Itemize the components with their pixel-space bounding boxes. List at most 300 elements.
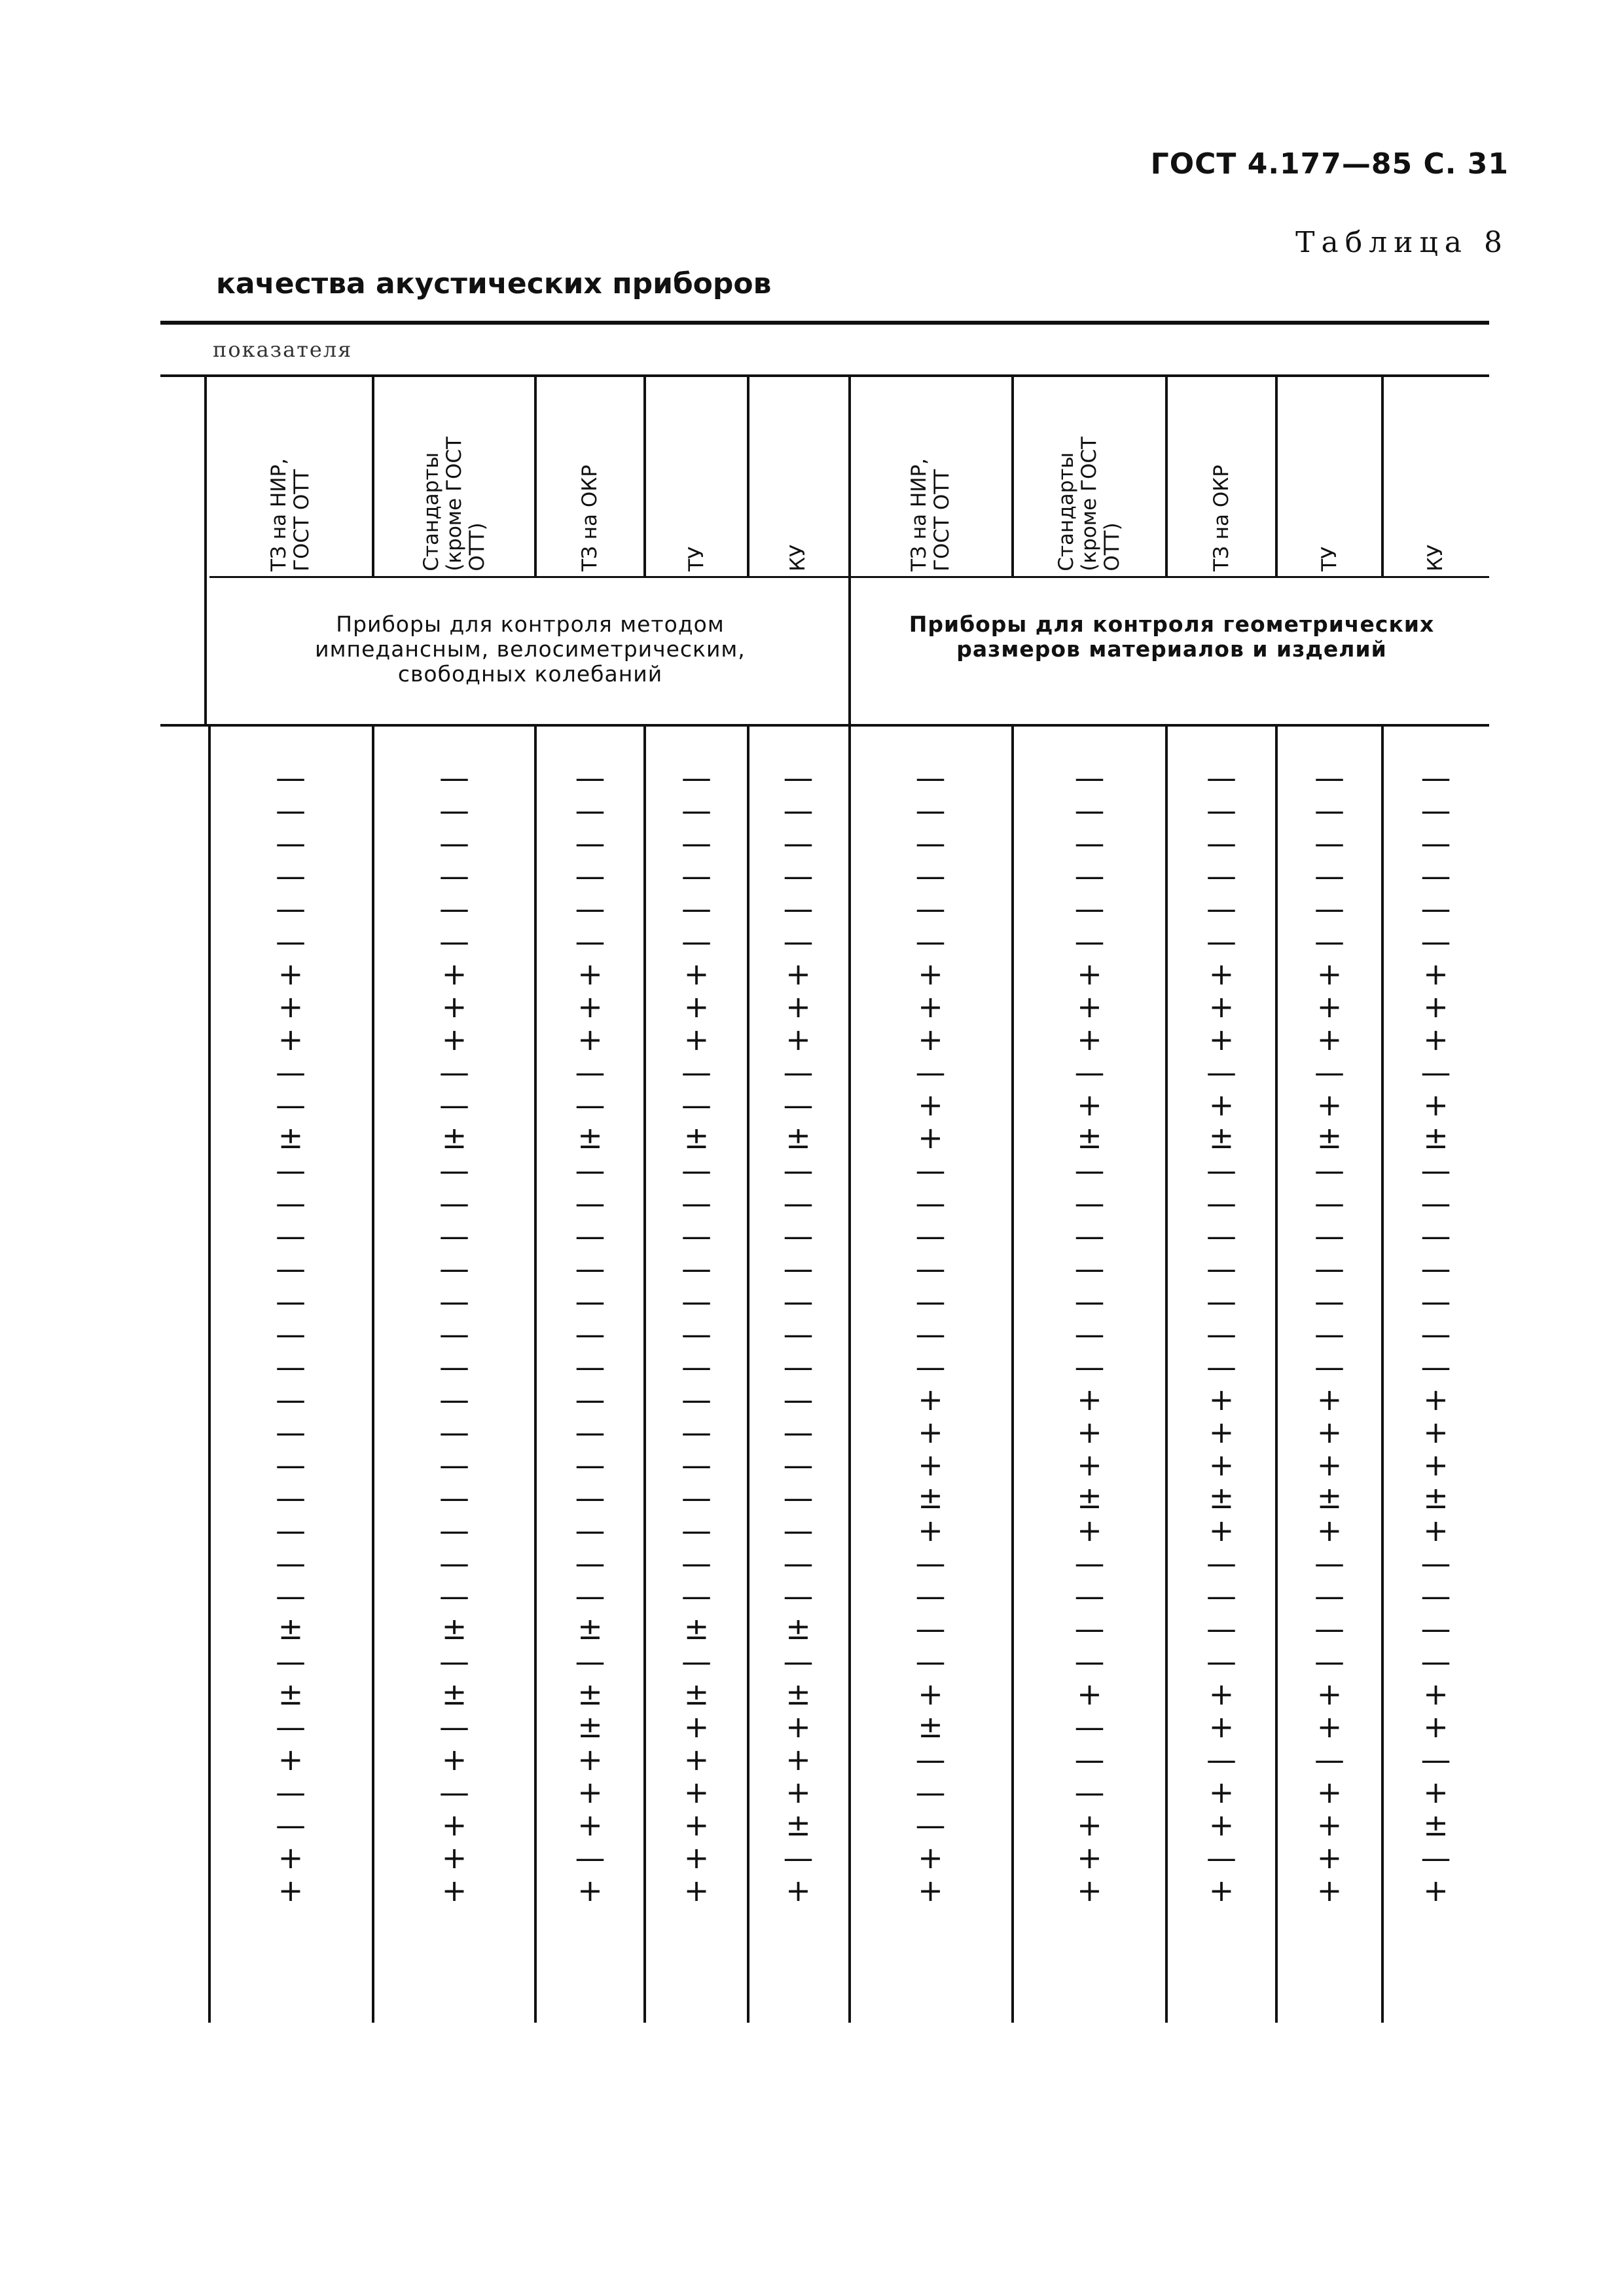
mark-cell: + [1208, 1382, 1235, 1417]
mark-cell: — [915, 924, 946, 959]
mark-cell: — [575, 1153, 605, 1188]
mark-cell: — [276, 891, 306, 926]
mark-cell: — [439, 1382, 469, 1417]
mark-cell: — [1314, 1316, 1344, 1352]
mark-cell: — [276, 1415, 306, 1450]
mark-cell: + [1077, 1447, 1102, 1483]
mark-cell: ± [577, 1120, 603, 1155]
mark-cell: ± [441, 1611, 467, 1646]
mark-cell: — [1206, 924, 1236, 959]
mark-cell: — [575, 1415, 605, 1450]
column-header-label: ТЗ на НИР, ГОСТ ОТТ [907, 458, 954, 571]
mark-cell: — [439, 891, 469, 926]
mark-cell: — [915, 1153, 946, 1188]
mark-cell: + [785, 1022, 811, 1057]
mark-cell: — [783, 1447, 814, 1483]
mark-cell: — [1074, 1775, 1105, 1810]
mark-cell: — [915, 1742, 946, 1777]
mark-cell: + [1316, 1676, 1343, 1712]
mark-cell: + [918, 1087, 943, 1123]
mark-cell: — [439, 760, 469, 795]
column-divider [372, 727, 374, 2023]
mark-cell: — [681, 1153, 712, 1188]
mark-cell: — [1420, 1055, 1451, 1090]
mark-cell: — [783, 1185, 814, 1221]
mark-cell: + [1077, 1807, 1102, 1843]
mark-cell: + [441, 1022, 467, 1057]
mark-cell: + [1208, 1513, 1235, 1548]
mark-cell: — [1420, 760, 1451, 795]
mark-cell: — [439, 793, 469, 828]
mark-cell: + [785, 989, 811, 1024]
mark-cell: — [681, 1349, 712, 1384]
mark-cell: — [915, 760, 946, 795]
mark-cell: ± [918, 1480, 943, 1515]
mark-cell: + [577, 1775, 603, 1810]
mark-cell: — [1206, 1284, 1236, 1319]
column-divider [747, 727, 749, 2023]
mark-cell: — [276, 1578, 306, 1614]
mark-cell: — [1314, 1055, 1344, 1090]
mark-cell: — [1206, 1153, 1236, 1188]
mark-cell: — [783, 1055, 814, 1090]
mark-cell: — [1420, 1742, 1451, 1777]
group-head-geometric: Приборы для контроля геометрических размеров материалов и изделий [909, 611, 1435, 662]
mark-cell: — [276, 858, 306, 894]
rule-under-indicator [160, 374, 1489, 377]
mark-cell: — [1206, 1055, 1236, 1090]
mark-cell: + [1316, 1415, 1343, 1450]
mark-cell: — [1314, 1611, 1344, 1646]
mark-cell: — [439, 1447, 469, 1483]
group-head-impedance: Приборы для контроля методом импедансным, велосиметрическим, свободных колебаний [315, 611, 746, 687]
mark-cell: — [575, 760, 605, 795]
mark-cell: — [783, 1578, 814, 1614]
column-header-label: ТЗ на ОКР [1209, 465, 1233, 571]
mark-cell: — [439, 1415, 469, 1450]
column-divider [534, 727, 537, 2023]
mark-cell: — [681, 1316, 712, 1352]
mark-cell: — [575, 1480, 605, 1515]
mark-cell: — [439, 1055, 469, 1090]
mark-cell: + [1208, 1415, 1235, 1450]
mark-cell: + [1316, 1022, 1343, 1057]
mark-cell: — [681, 1480, 712, 1515]
mark-cell: + [918, 1120, 943, 1155]
mark-cell: — [915, 858, 946, 894]
mark-cell: — [783, 1251, 814, 1286]
mark-cell: — [1314, 1742, 1344, 1777]
mark-cell: — [783, 1316, 814, 1352]
mark-cell: — [1074, 1611, 1105, 1646]
mark-cell: + [918, 1415, 943, 1450]
mark-cell: ± [278, 1120, 304, 1155]
mark-cell: — [276, 924, 306, 959]
mark-cell: — [1074, 1218, 1105, 1254]
mark-cell: + [278, 1840, 304, 1875]
mark-cell: + [1423, 1513, 1449, 1548]
left-border-body [208, 727, 211, 2023]
mark-cell: — [681, 1382, 712, 1417]
mark-cell: — [783, 1415, 814, 1450]
mark-cell: — [276, 1218, 306, 1254]
mark-cell: — [1206, 760, 1236, 795]
table-label: Таблица 8 [1295, 226, 1509, 259]
mark-cell: — [1314, 825, 1344, 861]
mark-cell: — [915, 1807, 946, 1843]
mark-cell: + [785, 1709, 811, 1744]
mark-cell: + [1423, 1415, 1449, 1450]
mark-cell: — [783, 1480, 814, 1515]
mark-cell: — [1314, 1153, 1344, 1188]
column-header-label: ТЗ на НИР, ГОСТ ОТТ [267, 458, 314, 571]
column-divider [1165, 727, 1168, 2023]
mark-cell: ± [785, 1676, 811, 1712]
mark-cell: — [1314, 793, 1344, 828]
mark-cell: — [575, 1545, 605, 1581]
mark-cell: — [575, 1055, 605, 1090]
mark-cell: — [276, 1087, 306, 1123]
mark-cell: + [1423, 1775, 1449, 1810]
mark-cell: — [575, 1349, 605, 1384]
mark-cell: — [439, 1087, 469, 1123]
mark-cell: — [1314, 858, 1344, 894]
mark-cell: — [1206, 1316, 1236, 1352]
mark-cell: — [276, 1055, 306, 1090]
mark-cell: — [575, 1382, 605, 1417]
mark-cell: — [276, 1447, 306, 1483]
mark-cell: + [918, 1840, 943, 1875]
mark-cell: — [915, 1251, 946, 1286]
mark-cell: — [783, 924, 814, 959]
mark-cell: — [439, 1709, 469, 1744]
mark-cell: + [785, 956, 811, 992]
mark-cell: — [276, 1513, 306, 1548]
mark-cell: + [1316, 1382, 1343, 1417]
column-divider [1275, 727, 1278, 2023]
mark-cell: — [1420, 891, 1451, 926]
mark-cell: + [1208, 1447, 1235, 1483]
mark-cell: + [1423, 1873, 1449, 1908]
mark-cell: + [918, 1022, 943, 1057]
mark-cell: ± [577, 1709, 603, 1744]
mark-cell: — [915, 1644, 946, 1679]
mark-cell: — [1074, 1055, 1105, 1090]
mark-cell: — [276, 1251, 306, 1286]
mark-cell: + [1316, 1513, 1343, 1548]
mark-cell: + [1077, 1382, 1102, 1417]
column-header [208, 385, 373, 571]
mark-cell: — [681, 924, 712, 959]
mark-cell: — [915, 1578, 946, 1614]
mark-cell: — [1420, 1251, 1451, 1286]
mark-cell: — [1420, 1578, 1451, 1614]
mark-cell: — [681, 1578, 712, 1614]
mark-cell: + [278, 1873, 304, 1908]
mark-cell: — [1074, 858, 1105, 894]
column-header-label: КУ [786, 545, 810, 571]
mark-cell: — [1074, 1349, 1105, 1384]
mark-cell: + [1077, 989, 1102, 1024]
mark-cell: + [1208, 1087, 1235, 1123]
mark-cell: + [441, 1873, 467, 1908]
mark-cell: — [1074, 1316, 1105, 1352]
mark-cell: — [783, 1087, 814, 1123]
mark-cell: — [439, 1316, 469, 1352]
mark-cell: ± [1208, 1120, 1235, 1155]
mark-cell: + [577, 1807, 603, 1843]
mark-cell: ± [577, 1611, 603, 1646]
mark-cell: — [1074, 1284, 1105, 1319]
mark-cell: — [1074, 924, 1105, 959]
column-header-label: ТУ [684, 547, 708, 571]
mark-cell: — [915, 1775, 946, 1810]
mark-cell: + [1316, 1873, 1343, 1908]
column-header-label: Стандарты (кроме ГОСТ ОТТ) [1055, 437, 1124, 571]
mark-cell: — [783, 760, 814, 795]
mark-cell: + [441, 989, 467, 1024]
mark-cell: — [681, 1545, 712, 1581]
mark-cell: — [1074, 1578, 1105, 1614]
mark-cell: — [276, 1644, 306, 1679]
mark-cell: — [1074, 1545, 1105, 1581]
mark-cell: + [1208, 1807, 1235, 1843]
mark-cell: — [276, 1480, 306, 1515]
mark-cell: ± [577, 1676, 603, 1712]
mark-cell: — [276, 1316, 306, 1352]
mark-cell: — [439, 1218, 469, 1254]
mark-cell: + [1423, 989, 1449, 1024]
mark-cell: + [683, 1775, 710, 1810]
mark-cell: — [681, 1447, 712, 1483]
mark-cell: — [1206, 1644, 1236, 1679]
mark-cell: — [439, 1349, 469, 1384]
mark-cell: — [575, 1644, 605, 1679]
mark-cell: + [278, 1022, 304, 1057]
mark-cell: ± [441, 1120, 467, 1155]
mark-cell: — [1206, 1218, 1236, 1254]
mark-cell: — [681, 1185, 712, 1221]
mark-cell: + [1423, 956, 1449, 992]
mark-cell: — [915, 1218, 946, 1254]
mark-cell: + [441, 1807, 467, 1843]
mark-cell: + [278, 989, 304, 1024]
mark-cell: ± [278, 1611, 304, 1646]
mark-cell: + [683, 1873, 710, 1908]
mark-cell: + [1208, 1676, 1235, 1712]
mark-cell: — [575, 1087, 605, 1123]
mark-cell: — [1420, 924, 1451, 959]
mark-cell: — [575, 1578, 605, 1614]
mark-cell: — [1314, 1284, 1344, 1319]
mark-cell: — [575, 1218, 605, 1254]
mark-cell: + [1077, 956, 1102, 992]
mark-cell: — [783, 1153, 814, 1188]
mark-cell: — [1420, 1284, 1451, 1319]
mark-cell: + [1316, 1840, 1343, 1875]
mark-cell: + [918, 1382, 943, 1417]
mark-cell: ± [1316, 1120, 1343, 1155]
mark-cell: — [1206, 1251, 1236, 1286]
mark-cell: — [575, 1284, 605, 1319]
mark-cell: — [439, 1644, 469, 1679]
mark-cell: ± [683, 1120, 710, 1155]
mark-cell: — [1314, 1251, 1344, 1286]
mark-cell: — [276, 793, 306, 828]
mark-cell: — [1206, 1840, 1236, 1875]
mark-cell: — [276, 1349, 306, 1384]
mark-cell: ± [683, 1611, 710, 1646]
mark-cell: — [276, 1709, 306, 1744]
mark-cell: + [278, 956, 304, 992]
mark-cell: ± [1316, 1480, 1343, 1515]
mark-cell: — [439, 1251, 469, 1286]
group-divider [848, 377, 851, 2023]
mark-cell: — [681, 1644, 712, 1679]
mark-cell: — [439, 1578, 469, 1614]
mark-cell: — [783, 1513, 814, 1548]
mark-cell: + [918, 1513, 943, 1548]
mark-cell: + [1208, 956, 1235, 992]
mark-cell: ± [785, 1120, 811, 1155]
mark-cell: + [683, 956, 710, 992]
mark-cell: — [783, 1218, 814, 1254]
mark-cell: + [683, 989, 710, 1024]
column-header [645, 385, 748, 571]
mark-cell: — [276, 1185, 306, 1221]
mark-cell: — [783, 1545, 814, 1581]
mark-cell: + [683, 1840, 710, 1875]
mark-cell: — [1420, 1349, 1451, 1384]
mark-cell: — [276, 1545, 306, 1581]
mark-cell: — [276, 1382, 306, 1417]
mark-cell: + [785, 1873, 811, 1908]
mark-cell: — [439, 1513, 469, 1548]
mark-cell: — [575, 891, 605, 926]
mark-cell: — [915, 1055, 946, 1090]
mark-cell: — [575, 1447, 605, 1483]
mark-cell: — [1206, 1578, 1236, 1614]
column-header [748, 385, 848, 571]
mark-cell: — [915, 1284, 946, 1319]
mark-cell: — [1420, 793, 1451, 828]
mark-cell: — [783, 891, 814, 926]
mark-cell: — [783, 793, 814, 828]
mark-cell: + [683, 1742, 710, 1777]
mark-cell: — [1206, 891, 1236, 926]
mark-cell: + [1208, 1873, 1235, 1908]
column-header [848, 385, 1013, 571]
mark-cell: — [681, 793, 712, 828]
column-header [1382, 385, 1489, 571]
mark-cell: — [681, 891, 712, 926]
mark-cell: — [783, 858, 814, 894]
mark-cell: + [577, 1022, 603, 1057]
mark-cell: + [1423, 1676, 1449, 1712]
mark-cell: — [1074, 1251, 1105, 1286]
mark-cell: + [1316, 989, 1343, 1024]
mark-cell: — [1314, 1644, 1344, 1679]
mark-cell: + [278, 1742, 304, 1777]
mark-cell: — [575, 1513, 605, 1548]
mark-cell: — [1074, 1709, 1105, 1744]
mark-cell: + [918, 1447, 943, 1483]
mark-cell: ± [1423, 1480, 1449, 1515]
mark-cell: + [1423, 1709, 1449, 1744]
column-divider [1011, 727, 1014, 2023]
mark-cell: — [1074, 793, 1105, 828]
mark-cell: ± [918, 1709, 943, 1744]
mark-cell: + [785, 1775, 811, 1810]
mark-cell: — [681, 825, 712, 861]
column-header-label: ТУ [1317, 547, 1341, 571]
mark-cell: + [1077, 1022, 1102, 1057]
mark-cell: — [681, 1284, 712, 1319]
column-header-label: КУ [1424, 545, 1447, 571]
mark-cell: — [681, 1513, 712, 1548]
column-divider [643, 727, 646, 2023]
mark-cell: — [1206, 858, 1236, 894]
mark-cell: + [441, 1742, 467, 1777]
mark-cell: ± [1077, 1120, 1102, 1155]
left-border-head [204, 377, 207, 724]
mark-cell: — [1206, 1611, 1236, 1646]
mark-cell: — [915, 891, 946, 926]
mark-cell: ± [683, 1676, 710, 1712]
mark-cell: ± [1208, 1480, 1235, 1515]
column-header [1276, 385, 1382, 571]
mark-cell: — [1420, 1545, 1451, 1581]
column-header [1166, 385, 1276, 571]
mark-cell: — [681, 858, 712, 894]
mark-cell: — [783, 825, 814, 861]
mark-cell: — [276, 1807, 306, 1843]
mark-cell: + [1077, 1676, 1102, 1712]
mark-cell: + [683, 1709, 710, 1744]
mark-cell: + [683, 1022, 710, 1057]
mark-cell: + [1316, 1775, 1343, 1810]
mark-cell: + [785, 1742, 811, 1777]
mark-cell: — [575, 858, 605, 894]
mark-cell: — [276, 1284, 306, 1319]
mark-cell: — [1206, 1742, 1236, 1777]
mark-cell: + [1077, 1513, 1102, 1548]
mark-cell: + [918, 989, 943, 1024]
mark-cell: — [915, 1185, 946, 1221]
mark-cell: ± [785, 1807, 811, 1843]
mark-cell: — [1314, 760, 1344, 795]
mark-cell: ± [441, 1676, 467, 1712]
mark-cell: — [1314, 891, 1344, 926]
mark-cell: — [575, 1251, 605, 1286]
mark-cell: + [1208, 1709, 1235, 1744]
mark-cell: — [439, 1185, 469, 1221]
mark-cell: — [1420, 1153, 1451, 1188]
mark-cell: — [1420, 1185, 1451, 1221]
mark-cell: + [1316, 956, 1343, 992]
mark-cell: — [1420, 825, 1451, 861]
mark-cell: — [1206, 825, 1236, 861]
mark-cell: + [1077, 1840, 1102, 1875]
mark-cell: — [439, 1480, 469, 1515]
mark-cell: + [1077, 1873, 1102, 1908]
mark-cell: — [276, 1775, 306, 1810]
mark-cell: + [1077, 1087, 1102, 1123]
indicator-label: показателя [213, 337, 353, 362]
mark-cell: — [276, 760, 306, 795]
mark-cell: + [1316, 1087, 1343, 1123]
mark-cell: — [439, 825, 469, 861]
